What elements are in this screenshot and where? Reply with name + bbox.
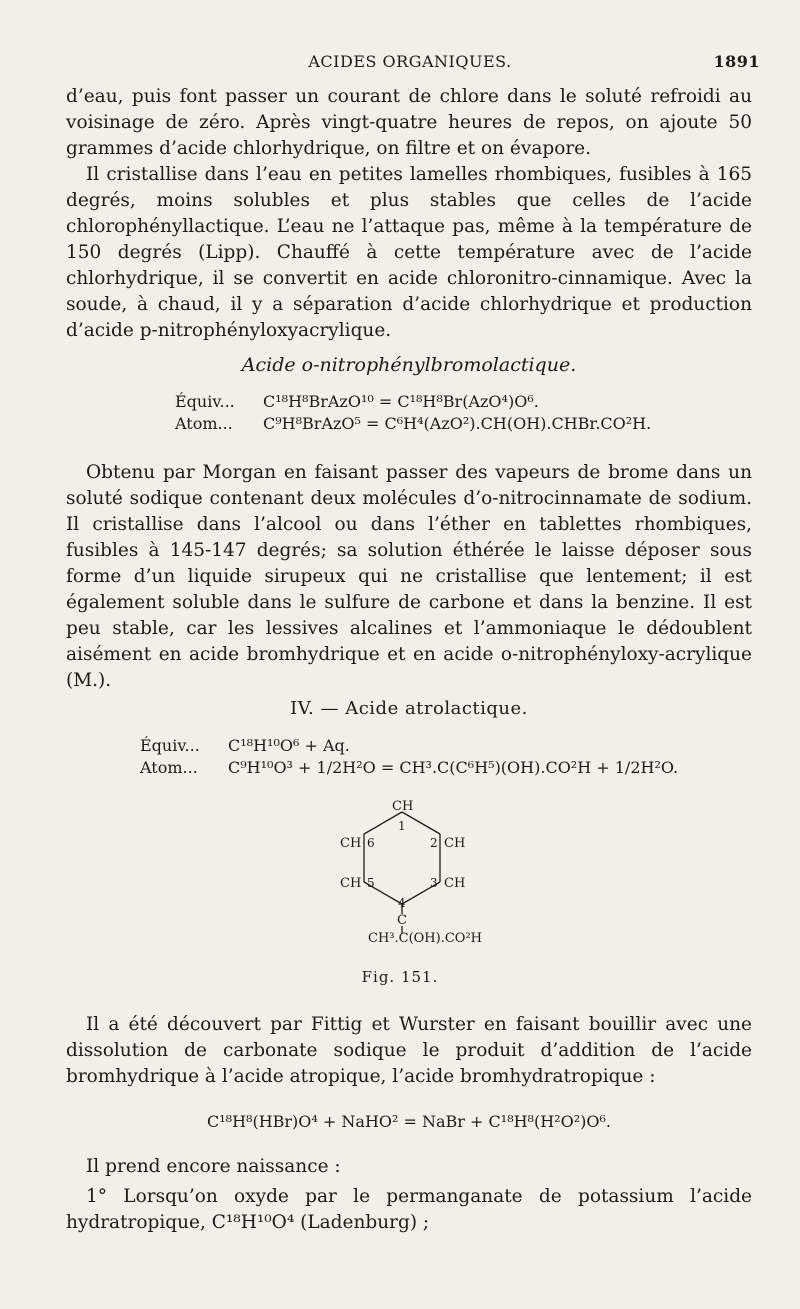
running-head-title: ACIDES ORGANIQUES. [308, 52, 512, 71]
ring-right-lower-ch: CH [444, 876, 466, 891]
chapter-title-atrolactique: IV. — Acide atrolactique. [290, 698, 528, 719]
atom-formula-row-2 [140, 758, 678, 777]
ring-num-2: 2 [430, 836, 438, 850]
equiv-formula: C¹⁸H⁸BrAzO¹⁰ = C¹⁸H⁸Br(AzO⁴)O⁶. [263, 392, 539, 411]
ring-num-3: 3 [430, 876, 438, 890]
benzene-ring-figure [320, 796, 500, 946]
atom-formula-row-1 [175, 414, 651, 433]
paragraph-4: Il a été découvert par Fittig et Wurster en faisant bouillir avec une dissolution de carbonate sodique le produit d’addition de l’acide bromhydrique à l’acide atropique, l’acide bromhydratropique : [66, 1014, 752, 1087]
reaction-formula: C¹⁸H⁸(HBr)O⁴ + NaHO² = NaBr + C¹⁸H⁸(H²O²)O⁶. [207, 1112, 611, 1131]
equiv-label-2: Équiv... [140, 736, 200, 755]
ring-c-label: C [397, 913, 407, 928]
ring-top-ch: CH [392, 799, 414, 814]
figure-caption: Fig. 151. [361, 968, 439, 986]
equiv-formula-2: C¹⁸H¹⁰O⁶ + Aq. [228, 736, 350, 755]
equiv-formula-row-2 [140, 736, 350, 755]
ring-left-lower-ch: CH [340, 876, 362, 891]
ring-num-1: 1 [398, 819, 406, 833]
running-head [60, 52, 760, 78]
ring-num-4: 4 [398, 896, 406, 910]
paragraph-1: d’eau, puis font passer un courant de chlore dans le soluté refroidi au voisinage de zéro. Après vingt-quatre heures de repos, on ajoute 50 grammes d’acide chlorhydrique, on filtre et on évapore. [66, 86, 752, 159]
page-number: 1891 [713, 52, 760, 71]
ring-left-upper-ch: CH [340, 836, 362, 851]
paragraph-6: 1° Lorsqu’on oxyde par le permanganate de potassium l’acide hydratropique, C¹⁸H¹⁰O⁴ (Ladenburg) ; [66, 1186, 752, 1233]
atom-formula: C⁹H⁸BrAzO⁵ = C⁶H⁴(AzO²).CH(OH).CHBr.CO²H. [263, 414, 652, 433]
equiv-formula-row-1 [175, 392, 539, 411]
atom-formula-2: C⁹H¹⁰O³ + 1/2H²O = CH³.C(C⁶H⁵)(OH).CO²H + 1/2H²O. [228, 758, 679, 777]
section-title-bromolactique: Acide o-nitrophénylbromolactique. [241, 354, 577, 376]
ring-right-upper-ch: CH [444, 836, 466, 851]
equiv-label: Équiv... [175, 392, 235, 411]
ring-num-6: 6 [367, 836, 375, 850]
paragraph-3: Obtenu par Morgan en faisant passer des vapeurs de brome dans un soluté sodique contenant deux molécules d’o-nitrocinnamate de sodium. Il cristallise dans l’alcool ou dans l’éther en tablettes rhombiques, fusibles à 145-147 degrés; sa solution éthérée le laisse déposer sous forme d’un liquide sirupeux qui ne cristallise que lentement; il est également soluble dans le sulfure de carbone et dans la benzine. Il est peu stable, car les lessives alcalines et l’ammoniaque le dédoublent aisément en acide bromhydrique et en acide o-nitrophényloxy-acrylique (M.). [66, 462, 752, 691]
ring-substituent: CH³.C(OH).CO²H [368, 931, 482, 946]
atom-label-2: Atom... [140, 758, 198, 777]
ring-num-5: 5 [367, 876, 375, 890]
atom-label: Atom... [175, 414, 233, 433]
paragraph-2: Il cristallise dans l’eau en petites lamelles rhombiques, fusibles à 165 degrés, moins solubles et plus stables que celles de l’acide chlorophényllactique. L’eau ne l’attaque pas, même à la température de 150 degrés (Lipp). Chauffé à cette température avec de l’acide chlorhydrique, il se convertit en acide chloronitro-cinnamique. Avec la soude, à chaud, il y a séparation d’acide chlorhydrique et production d’acide p-nitrophényloxyacrylique. [66, 164, 752, 341]
paragraph-5: Il prend encore naissance : [86, 1156, 341, 1177]
